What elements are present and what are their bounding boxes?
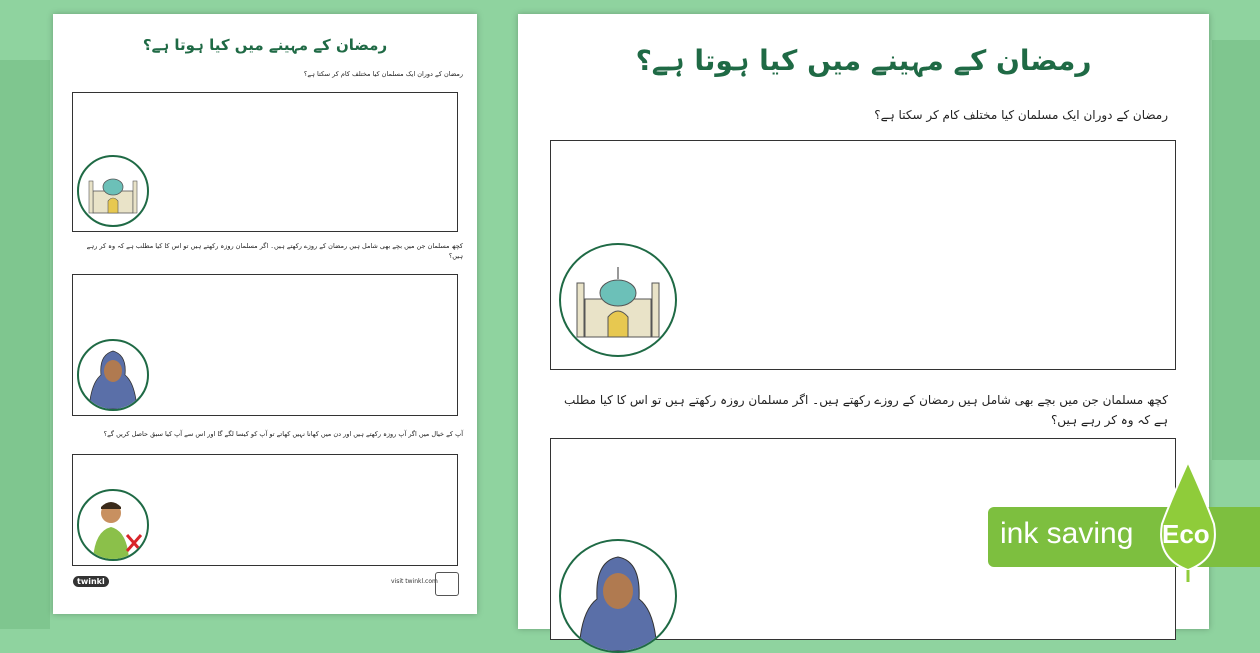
- eco-label: Eco: [1162, 519, 1210, 549]
- ink-saving-label: ink saving: [1000, 517, 1134, 550]
- background-tower-right: [1212, 40, 1260, 460]
- woman-in-hijab-icon: [559, 539, 677, 653]
- worksheet-title: رمضان کے مہینے میں کیا ہوتا ہے؟: [635, 44, 1092, 77]
- boy-not-eating-icon: [77, 489, 149, 561]
- twinkl-logo: twinkl: [73, 576, 109, 587]
- question-2-small: کچھ مسلمان جن میں بچے بھی شامل ہیں رمضان کے روزے رکھتے ہیں۔ اگر مسلمان روزہ رکھتے ہیں تو اس کا کیا مطلب ہے کہ وہ کر رہے ہیں؟: [86, 242, 463, 260]
- mosque-icon: [77, 155, 149, 227]
- woman-in-hijab-icon: [77, 339, 149, 411]
- worksheet-thumbnail: [53, 14, 477, 614]
- worksheet-title-small: رمضان کے مہینے میں کیا ہوتا ہے؟: [142, 36, 388, 54]
- question-1: رمضان کے دوران ایک مسلمان کیا مختلف کام کر سکتا ہے؟: [874, 108, 1168, 122]
- background-tower-left: [0, 60, 50, 629]
- question-2: کچھ مسلمان جن میں بچے بھی شامل ہیں رمضان کے روزے رکھتے ہیں۔ اگر مسلمان روزہ رکھتے ہیں تو اس کا کیا مطلب ہے کہ وہ کر رہے ہیں؟: [564, 393, 1168, 428]
- answer-box-1: [550, 140, 1176, 370]
- footer-url: visit twinkl.com: [391, 578, 438, 585]
- answer-box-2-small: [72, 274, 458, 416]
- mosque-icon: [559, 243, 677, 357]
- question-1-small: رمضان کے دوران ایک مسلمان کیا مختلف کام کر سکتا ہے؟: [303, 70, 463, 78]
- footer-stamp-icon: [435, 572, 459, 596]
- answer-box-1-small: [72, 92, 458, 232]
- answer-box-3-small: [72, 454, 458, 566]
- question-3-small: آپ کے خیال میں اگر آپ روزہ رکھتے ہیں اور دن میں کھانا نہیں کھاتے تو آپ کو کیسا لگے گا اور اس سے آپ کیا سبق حاصل کریں گے؟: [103, 430, 463, 438]
